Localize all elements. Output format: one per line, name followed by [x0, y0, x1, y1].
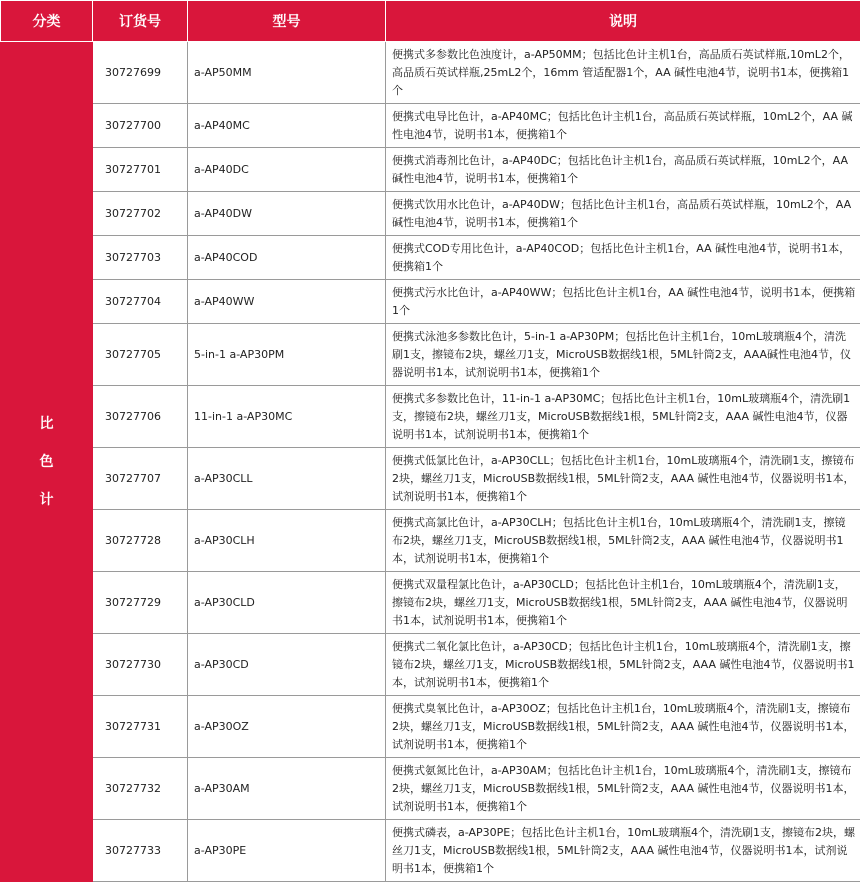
description-cell: 便携式氨氮比色计，a-AP30AM；包括比色计主机1台，10mL玻璃瓶4个，清洗刷1支，擦镜布2块，螺丝刀1支，MicroUSB数据线1根，5ML针筒2支，AAA 碱性电池4节，仪器说明书1本，试剂说明书1本，便携箱1个 — [386, 758, 860, 820]
model-cell: a-AP40DW — [188, 192, 386, 236]
order-number-cell: 30727702 — [93, 192, 188, 236]
model-cell: a-AP50MM — [188, 42, 386, 104]
description-cell: 便携式二氧化氯比色计，a-AP30CD；包括比色计主机1台，10mL玻璃瓶4个，清洗刷1支，擦镜布2块，螺丝刀1支，MicroUSB数据线1根，5ML针筒2支，AAA 碱性电池4节，仪器说明书1本，试剂说明书1本，便携箱1个 — [386, 634, 860, 696]
order-number-cell: 30727733 — [93, 820, 188, 882]
description-cell: 便携式消毒剂比色计，a-AP40DC；包括比色计主机1台，高品质石英试样瓶，10mL2个，AA 碱性电池4节，说明书1本，便携箱1个 — [386, 148, 860, 192]
table-row — [1, 510, 860, 572]
description-cell: 便携式电导比色计，a-AP40MC；包括比色计主机1台，高品质石英试样瓶，10mL2个，AA 碱性电池4节，说明书1本，便携箱1个 — [386, 104, 860, 148]
description-cell: 便携式低氯比色计，a-AP30CLL；包括比色计主机1台，10mL玻璃瓶4个，清洗刷1支，擦镜布2块，螺丝刀1支，MicroUSB数据线1根，5ML针筒2支，AAA 碱性电池4节，仪器说明书1本，试剂说明书1本，便携箱1个 — [386, 448, 860, 510]
table-row — [1, 572, 860, 634]
model-cell: a-AP30CLH — [188, 510, 386, 572]
table-row — [1, 448, 860, 510]
description-cell: 便携式高氯比色计，a-AP30CLH；包括比色计主机1台，10mL玻璃瓶4个，清洗刷1支，擦镜布2块，螺丝刀1支，MicroUSB数据线1根，5ML针筒2支，AAA 碱性电池4节，仪器说明书1本，试剂说明书1本，便携箱1个 — [386, 510, 860, 572]
order-number-cell: 30727730 — [93, 634, 188, 696]
model-cell: a-AP30CLD — [188, 572, 386, 634]
table-header-row — [1, 1, 860, 42]
order-number-cell: 30727701 — [93, 148, 188, 192]
model-cell: a-AP40MC — [188, 104, 386, 148]
model-cell: a-AP30CLL — [188, 448, 386, 510]
category-char: 比 — [40, 405, 54, 443]
table-row — [1, 324, 860, 386]
model-cell: a-AP40DC — [188, 148, 386, 192]
model-cell: a-AP30CD — [188, 634, 386, 696]
description-cell: 便携式饮用水比色计，a-AP40DW；包括比色计主机1台，高品质石英试样瓶，10mL2个，AA 碱性电池4节，说明书1本，便携箱1个 — [386, 192, 860, 236]
description-cell: 便携式污水比色计，a-AP40WW；包括比色计主机1台，AA 碱性电池4节，说明书1本，便携箱1个 — [386, 280, 860, 324]
order-number-cell: 30727705 — [93, 324, 188, 386]
model-cell: 11-in-1 a-AP30MC — [188, 386, 386, 448]
header-model: 型号 — [188, 1, 386, 42]
description-cell: 便携式多参数比色计，11-in-1 a-AP30MC；包括比色计主机1台，10mL玻璃瓶4个，清洗刷1支，擦镜布2块，螺丝刀1支，MicroUSB数据线1根，5ML针筒2支，AAA 碱性电池4节，仪器说明书1本，试剂说明书1本，便携箱1个 — [386, 386, 860, 448]
order-number-cell: 30727707 — [93, 448, 188, 510]
category-char: 色 — [40, 443, 54, 481]
model-cell: a-AP40WW — [188, 280, 386, 324]
description-cell: 便携式臭氧比色计，a-AP30OZ；包括比色计主机1台，10mL玻璃瓶4个，清洗刷1支，擦镜布2块，螺丝刀1支，MicroUSB数据线1根，5ML针筒2支，AAA 碱性电池4节，仪器说明书1本，试剂说明书1本，便携箱1个 — [386, 696, 860, 758]
description-cell: 便携式双量程氯比色计，a-AP30CLD；包括比色计主机1台，10mL玻璃瓶4个，清洗刷1支，擦镜布2块，螺丝刀1支，MicroUSB数据线1根，5ML针筒2支，AAA 碱性电池4节，仪器说明书1本，试剂说明书1本，便携箱1个 — [386, 572, 860, 634]
model-cell: a-AP30PE — [188, 820, 386, 882]
header-description: 说明 — [386, 1, 860, 42]
table-row — [1, 280, 860, 324]
model-cell: a-AP40COD — [188, 236, 386, 280]
table-row — [1, 696, 860, 758]
table-row — [1, 758, 860, 820]
order-number-cell: 30727732 — [93, 758, 188, 820]
order-number-cell: 30727704 — [93, 280, 188, 324]
category-char: 计 — [40, 481, 54, 519]
order-number-cell: 30727699 — [93, 42, 188, 104]
header-order-no: 订货号 — [93, 1, 188, 42]
order-number-cell: 30727706 — [93, 386, 188, 448]
description-cell: 便携式多参数比色浊度计，a-AP50MM；包括比色计主机1台，高品质石英试样瓶,10mL2个，高品质石英试样瓶,25mL2个，16mm 管适配器1个，AA 碱性电池4节，说明书1本，便携箱1个 — [386, 42, 860, 104]
order-number-cell: 30727729 — [93, 572, 188, 634]
model-cell: 5-in-1 a-AP30PM — [188, 324, 386, 386]
table-row — [1, 148, 860, 192]
table-row — [1, 104, 860, 148]
table-row — [1, 820, 860, 882]
table-row — [1, 236, 860, 280]
table-row — [1, 192, 860, 236]
table-row — [1, 42, 860, 104]
order-number-cell: 30727700 — [93, 104, 188, 148]
order-number-cell: 30727728 — [93, 510, 188, 572]
description-cell: 便携式泳池多参数比色计，5-in-1 a-AP30PM；包括比色计主机1台，10mL玻璃瓶4个，清洗刷1支，擦镜布2块，螺丝刀1支，MicroUSB数据线1根，5ML针筒2支，AAA碱性电池4节，仪器说明书1本，试剂说明书1本，便携箱1个 — [386, 324, 860, 386]
table-row — [1, 386, 860, 448]
order-number-cell: 30727703 — [93, 236, 188, 280]
table-row — [1, 634, 860, 696]
description-cell: 便携式COD专用比色计，a-AP40COD；包括比色计主机1台，AA 碱性电池4节，说明书1本，便携箱1个 — [386, 236, 860, 280]
order-number-cell: 30727731 — [93, 696, 188, 758]
model-cell: a-AP30AM — [188, 758, 386, 820]
model-cell: a-AP30OZ — [188, 696, 386, 758]
category-cell — [1, 42, 93, 882]
description-cell: 便携式磷表，a-AP30PE；包括比色计主机1台，10mL玻璃瓶4个，清洗刷1支，擦镜布2块，螺丝刀1支，MicroUSB数据线1根，5ML针筒2支，AAA 碱性电池4节，仪器说明书1本，试剂说明书1本，便携箱1个 — [386, 820, 860, 882]
header-category: 分类 — [1, 1, 93, 42]
